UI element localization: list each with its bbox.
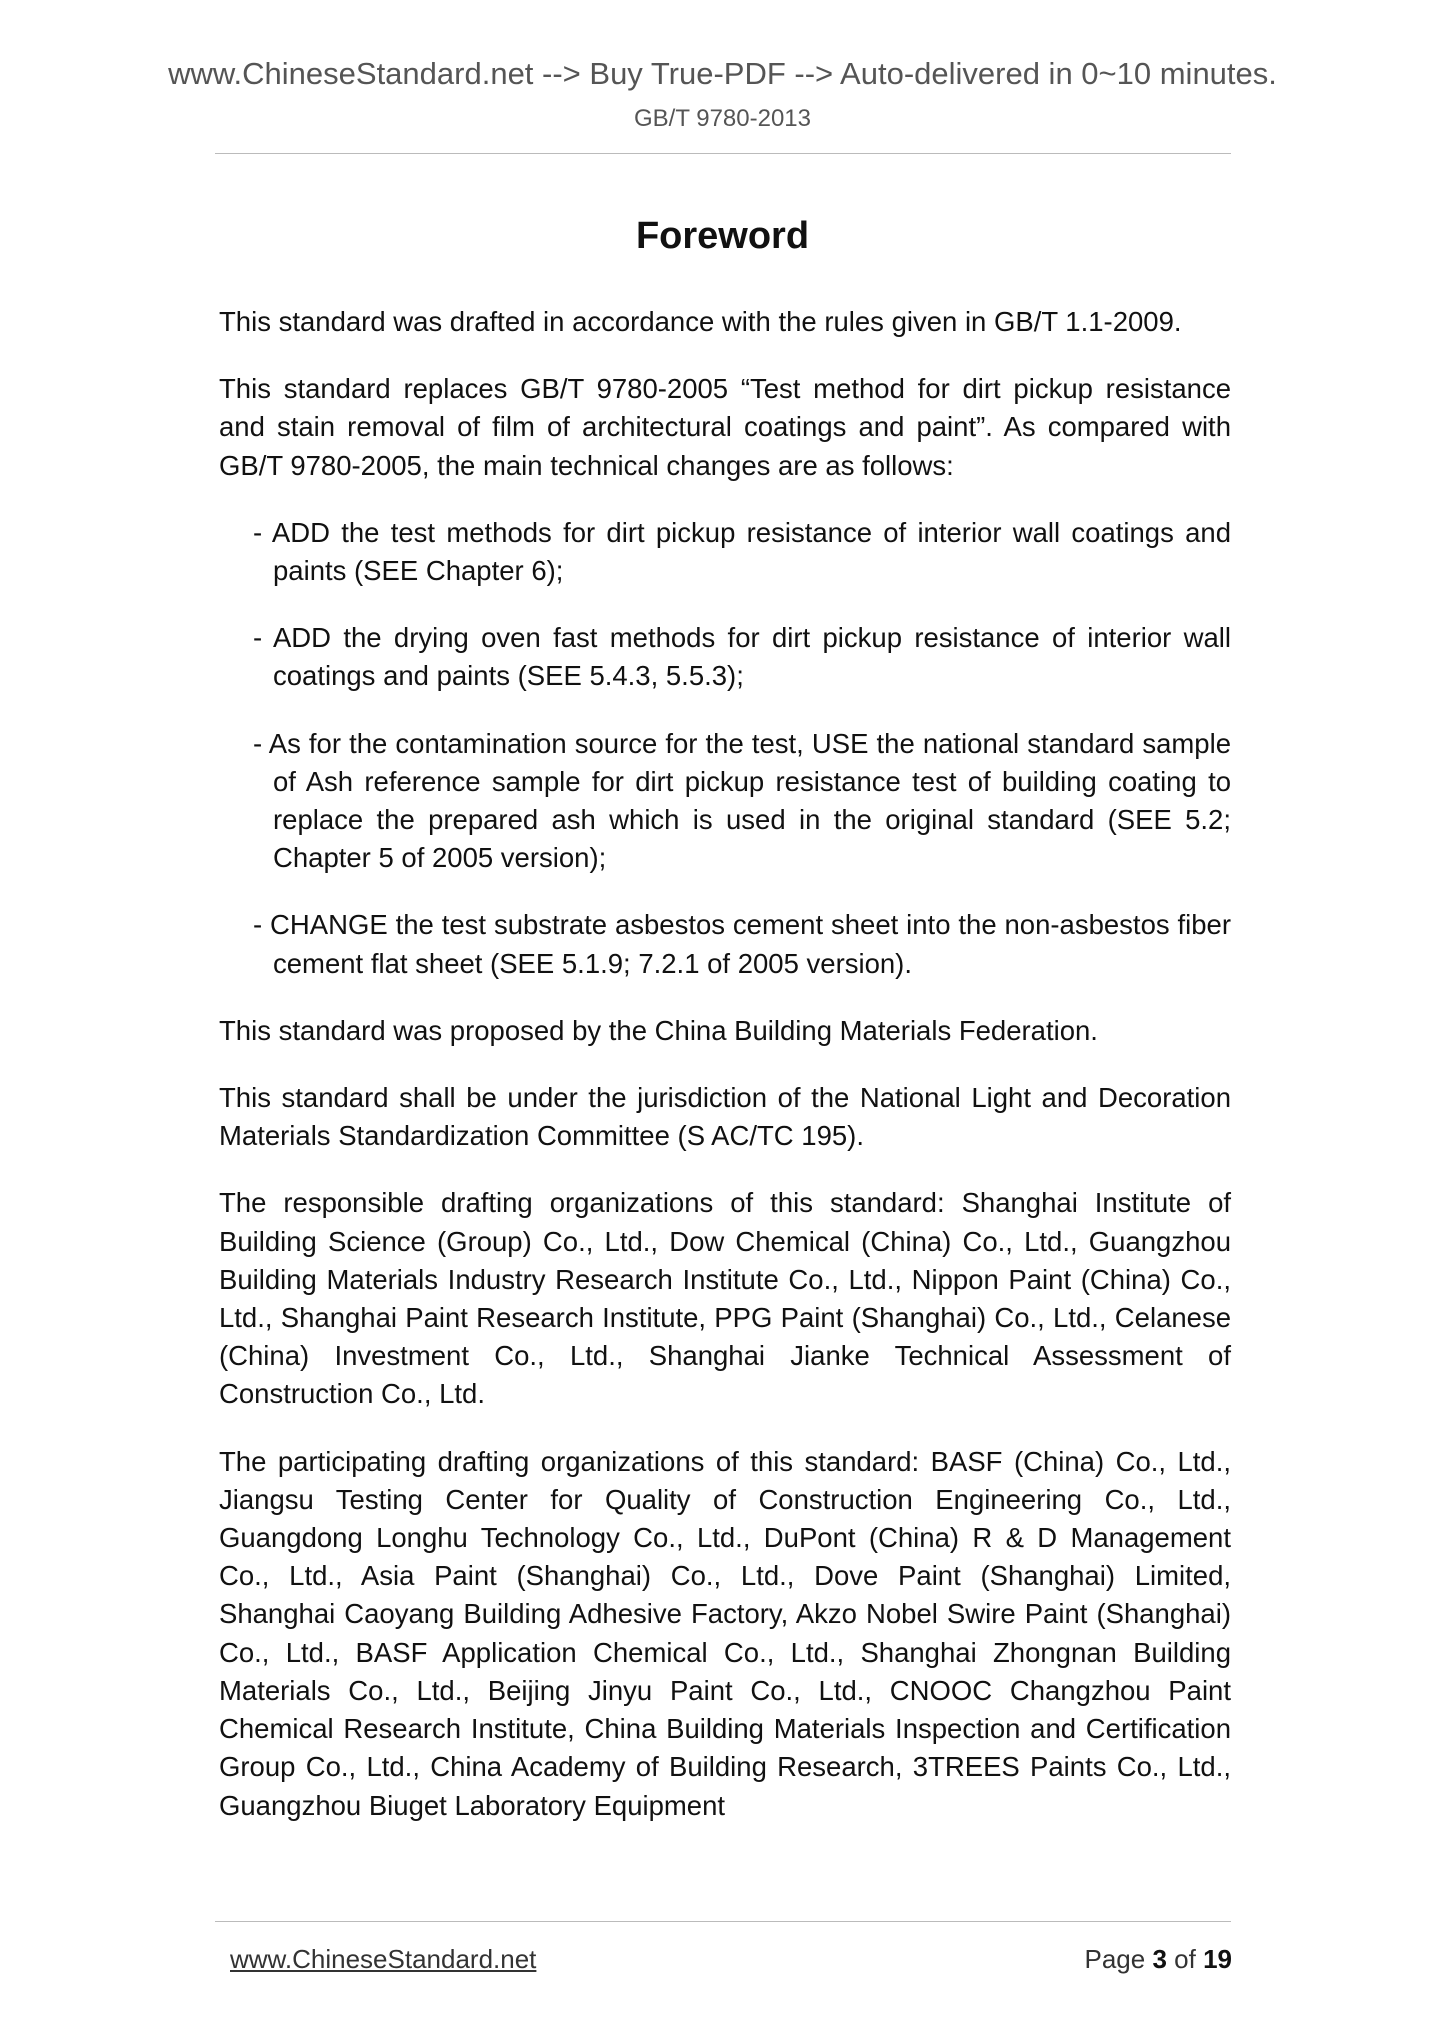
page-label: Page: [1084, 1944, 1146, 1974]
list-item: - CHANGE the test substrate asbestos cement sheet into the non-asbestos fiber cement flat sheet (SEE 5.1.9; 7.2.1 of 2005 version).: [253, 909, 1231, 979]
header-divider: [215, 153, 1231, 154]
list-item: - ADD the test methods for dirt pickup resistance of interior wall coatings and paints (SEE Chapter 6);: [253, 516, 1231, 587]
footer-divider: [215, 1921, 1231, 1922]
document-code: GB/T 9780-2013: [633, 105, 811, 132]
list-item: - ADD the drying oven fast methods for dirt pickup resistance of interior wall coatings and paints (SEE 5.4.3, 5.5.3);: [253, 622, 1231, 692]
page-of-label: of: [1174, 1944, 1196, 1974]
paragraph-participating-organizations: The participating drafting organizations of this standard: BASF (China) Co., Ltd., Jiangsu Testing Center for Quality of Construction Engineering Co., Ltd., Guangdong Longhu Technology Co., Ltd., DuPont (China) R & D Management Co., Ltd., Asia Paint (Shanghai) Co., Ltd., Dove Paint (Shanghai) Limited, Shanghai Caoyang Building Adhesive Factory, Akzo Nobel Swire Paint (Shanghai) Co., Ltd., BASF Application Chemical Co., Ltd., Shanghai Zhongnan Building Materials Co., Ltd., Beijing Jinyu Paint Co., Ltd., CNOOC Changzhou Paint Chemical Research Institute, China Building Materials Inspection and Certification Group Co., Ltd., China Academy of Building Research, 3TREES Paints Co., Ltd., Guangzhou Biuget Laboratory Equipment: [219, 1445, 1231, 1821]
page-title: Foreword: [635, 215, 810, 257]
paragraph-proposer: This standard was proposed by the China Building Materials Federation.: [219, 1014, 1098, 1046]
total-pages: 19: [1203, 1944, 1232, 1974]
footer-site-link[interactable]: www.ChineseStandard.net: [230, 1944, 537, 1974]
paragraph-drafting-rules: This standard was drafted in accordance with the rules given in GB/T 1.1-2009.: [219, 306, 1182, 337]
list-item: - As for the contamination source for the test, USE the national standard sample of Ash reference sample for dirt pickup resistance test of building coating to replace the prepared ash which is used in the original standard (SEE 5.2; Chapter 5 of 2005 version);: [253, 727, 1231, 874]
paragraph-jurisdiction: This standard shall be under the jurisdiction of the National Light and Decoration Materials Standardization Committee (S AC/TC 195).: [219, 1082, 1231, 1152]
top-banner: www.ChineseStandard.net --> Buy True-PDF --> Auto-delivered in 0~10 minutes.: [168, 56, 1277, 91]
page-number: [1084, 1944, 1232, 1975]
current-page: 3: [1152, 1944, 1167, 1974]
technical-changes-list: [219, 514, 1231, 983]
foreword-body: [219, 303, 1231, 1825]
paragraph-responsible-organizations: The responsible drafting organizations of this standard: Shanghai Institute of Building Science (Group) Co., Ltd., Dow Chemical (China) Co., Ltd., Guangzhou Building Materials Industry Research Institute Co., Ltd., Nippon Paint (China) Co., Ltd., Shanghai Paint Research Institute, PPG Paint (Shanghai) Co., Ltd., Celanese (China) Investment Co., Ltd., Shanghai Jianke Technical Assessment of Construction Co., Ltd.: [219, 1187, 1231, 1410]
paragraph-replacement: This standard replaces GB/T 9780-2005 “Test method for dirt pickup resistance and stain removal of film of architectural coatings and paint”. As compared with GB/T 9780-2005, the main technical changes are as follows:: [219, 373, 1231, 481]
